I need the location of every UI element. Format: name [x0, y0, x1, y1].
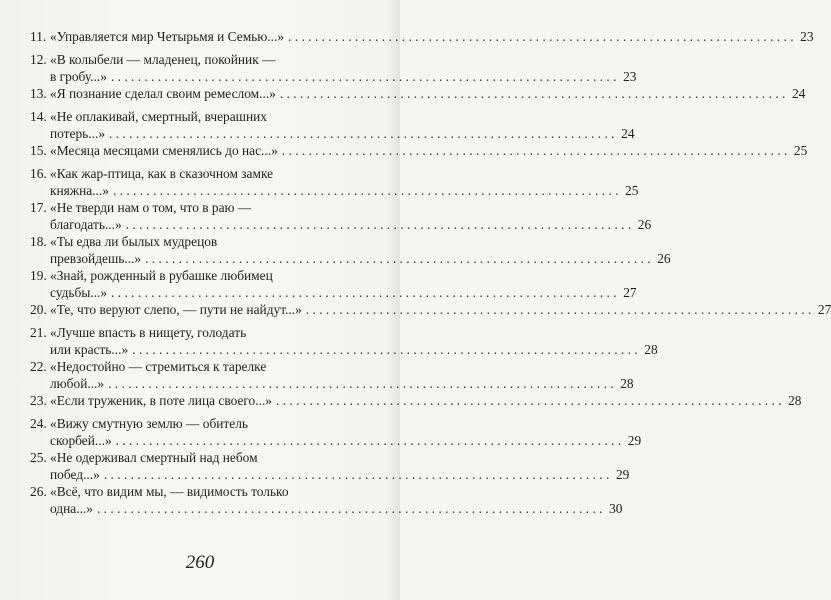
dot-leader [104, 466, 610, 483]
toc-entry [30, 267, 637, 301]
toc-entry [30, 85, 806, 102]
toc-entry-number: 24. [30, 416, 47, 431]
dot-leader [113, 182, 619, 199]
toc-entry-number: 16. [30, 166, 47, 181]
toc-entry-number: 20. [30, 302, 47, 317]
dot-leader [306, 301, 812, 318]
toc-entry-title-continuation: скорбей...» [50, 433, 112, 448]
dot-leader [108, 375, 614, 392]
toc-entry [30, 165, 639, 199]
toc-entry [30, 51, 637, 85]
toc-entry [30, 142, 808, 159]
toc-entry [30, 483, 623, 517]
dot-leader [280, 85, 786, 102]
toc-entry-title: «Лучше впасть в нищету, голодать [50, 325, 247, 340]
dot-leader [145, 250, 651, 267]
toc-entry-title-continuation: в гробу...» [50, 69, 107, 84]
dot-leader [282, 142, 788, 159]
dot-leader [276, 392, 782, 409]
toc-entry [30, 392, 802, 409]
toc-page-number: 25 [793, 143, 808, 158]
toc-entry [30, 28, 814, 45]
toc-entry-title: «Не одерживал смертный над небом [50, 450, 258, 465]
toc-entry-number: 18. [30, 234, 47, 249]
toc-page-number: 28 [644, 342, 658, 357]
toc-entry-title-continuation: превзойдешь...» [50, 251, 142, 266]
toc-page-number: 23 [623, 69, 637, 84]
toc-entry-title-continuation: одна...» [50, 501, 93, 516]
toc-page-number: 26 [657, 251, 671, 266]
toc-entry-title-continuation: побед...» [50, 467, 100, 482]
toc-entry [30, 199, 652, 233]
dot-leader [111, 68, 617, 85]
toc-entry-number: 13. [30, 86, 47, 101]
toc-page-number: 29 [615, 467, 630, 482]
toc-entry-number: 15. [30, 143, 47, 158]
toc-entry-title: «Не оплакивай, смертный, вчерашних [50, 109, 267, 124]
toc-entry-number: 12. [30, 52, 47, 67]
toc-entry-title: «Как жар-птица, как в сказочном замке [50, 166, 274, 181]
toc-entry-title-continuation: любой...» [50, 376, 105, 391]
toc-page-number: 23 [800, 29, 814, 44]
toc-entry-number: 11. [30, 29, 47, 44]
toc-page-number: 28 [620, 376, 634, 391]
toc-entry-title: «Те, что веруют слепо, — пути не найдут...» [50, 302, 302, 317]
toc-entry-number: 25. [30, 450, 47, 465]
toc-entry-title-continuation: благодать...» [50, 217, 122, 232]
dot-leader [116, 432, 622, 449]
dot-leader [97, 500, 603, 517]
toc-entry [30, 233, 671, 267]
dot-leader [288, 28, 794, 45]
toc-entry-number: 19. [30, 268, 47, 283]
toc-entry-title: «Знай, рожденный в рубашке любимец [50, 268, 273, 283]
toc-page-number: 24 [621, 126, 635, 141]
toc-entry-title: «Я познание сделал своим ремеслом...» [50, 86, 276, 101]
toc-entry-number: 23. [30, 393, 47, 408]
toc-entry-title: «Ты едва ли былых мудрецов [50, 234, 218, 249]
dot-leader [111, 284, 617, 301]
toc-entry-title-continuation: судьбы...» [50, 285, 108, 300]
toc-entry-title: «В колыбели — младенец, покойник — [50, 52, 276, 67]
toc-page-number: 28 [788, 393, 802, 408]
toc-entry [30, 324, 658, 358]
toc-entry-title: «Вижу смутную землю — обитель [50, 416, 249, 431]
dot-leader [126, 216, 632, 233]
toc-page-number: 27 [817, 302, 831, 317]
toc-entry-title: «Недостойно — стремиться к тарелке [50, 359, 267, 374]
toc-entry-title-continuation: или красть...» [50, 342, 129, 357]
toc-entry-title-continuation: княжна...» [50, 183, 109, 198]
page-folio-number: 260 [185, 552, 215, 573]
toc-entry-title: «Управляется мир Четырьмя и Семью...» [50, 29, 285, 44]
toc-entry-title-continuation: потерь...» [50, 126, 106, 141]
toc-entry-number: 14. [30, 109, 47, 124]
toc-entry-title: «Всё, что видим мы, — видимость только [50, 484, 289, 499]
toc-entry [30, 301, 831, 318]
toc-page-number: 25 [625, 183, 639, 198]
toc-entry [30, 358, 634, 392]
dot-leader [109, 125, 615, 142]
toc-entry-title: «Месяца месяцами сменялись до нас...» [50, 143, 278, 158]
toc-page-number: 27 [623, 285, 637, 300]
toc-page-number: 29 [627, 433, 642, 448]
toc-entry-number: 22. [30, 359, 47, 374]
toc-entry-number: 26. [30, 484, 47, 499]
toc-entry [30, 415, 642, 449]
toc-entry-title: «Не тверди нам о том, что в раю — [50, 200, 252, 215]
toc-page-number: 24 [791, 86, 806, 101]
toc-page-number: 30 [609, 501, 623, 516]
toc-entry [30, 449, 630, 483]
toc-page-number: 26 [637, 217, 652, 232]
toc-entry-title: «Если труженик, в поте лица своего...» [50, 393, 272, 408]
toc-entry-number: 21. [30, 325, 47, 340]
toc-entry-number: 17. [30, 200, 47, 215]
dot-leader [132, 341, 638, 358]
toc-entry [30, 108, 635, 142]
